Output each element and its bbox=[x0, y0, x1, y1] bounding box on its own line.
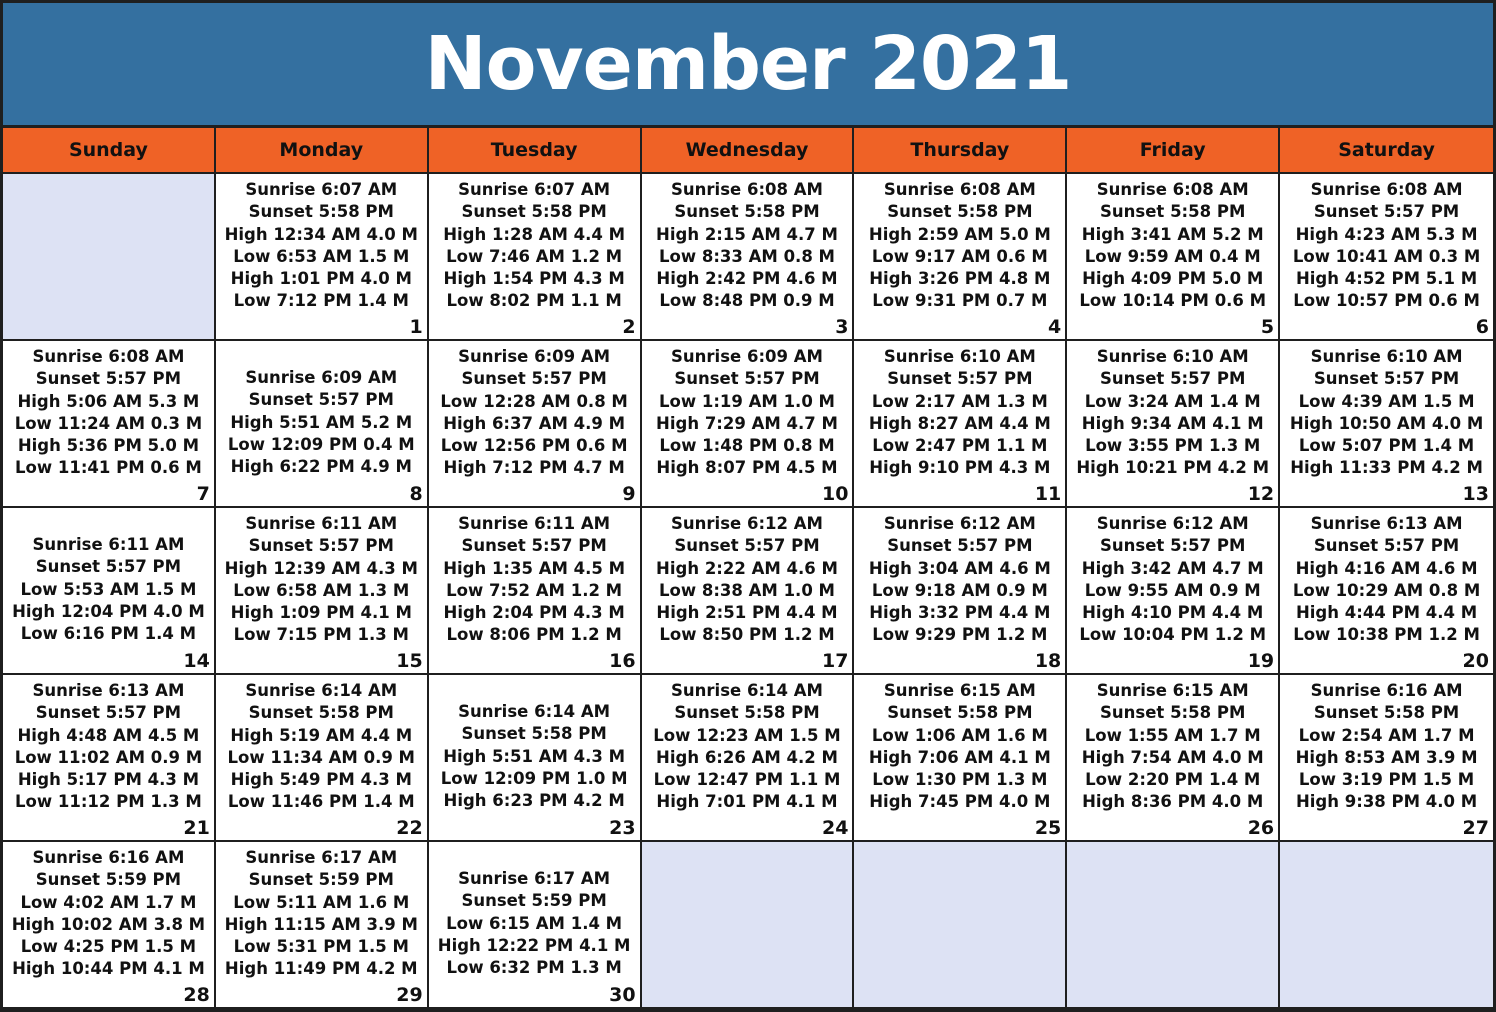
tide-line: High 5:51 AM 4.3 M bbox=[443, 746, 626, 766]
tide-line: High 6:22 PM 4.9 M bbox=[230, 457, 412, 477]
tide-line: Low 9:59 AM 0.4 M bbox=[1084, 246, 1261, 266]
tide-info bbox=[3, 534, 214, 645]
tide-info bbox=[854, 346, 1065, 480]
day-number: 26 bbox=[1247, 817, 1275, 839]
tide-line: Low 3:55 PM 1.3 M bbox=[1085, 436, 1261, 456]
tide-line: High 2:59 AM 5.0 M bbox=[868, 224, 1051, 244]
tide-line: High 1:28 AM 4.4 M bbox=[443, 224, 626, 244]
sunrise-line: Sunrise 6:09 AM bbox=[671, 347, 823, 366]
tide-line: High 2:04 PM 4.3 M bbox=[443, 603, 625, 623]
sunrise-line: Sunrise 6:11 AM bbox=[458, 514, 611, 533]
day-number: 6 bbox=[1475, 316, 1489, 338]
sunset-line: Sunset 5:57 PM bbox=[1313, 536, 1460, 556]
sunset-line: Sunset 5:58 PM bbox=[461, 724, 607, 744]
tide-line: High 7:54 AM 4.0 M bbox=[1081, 747, 1264, 767]
day-cell bbox=[642, 508, 855, 675]
tide-info bbox=[1067, 179, 1278, 313]
day-cell bbox=[642, 341, 855, 508]
day-number: 27 bbox=[1462, 817, 1489, 839]
sunrise-line: Sunrise 6:08 AM bbox=[32, 347, 185, 366]
tide-info bbox=[642, 179, 853, 313]
tide-line: High 8:36 PM 4.0 M bbox=[1082, 792, 1264, 812]
tide-line: High 1:09 PM 4.1 M bbox=[230, 603, 412, 623]
day-cell bbox=[1280, 675, 1493, 842]
sunrise-line: Sunrise 6:11 AM bbox=[245, 514, 398, 533]
day-cell bbox=[3, 508, 216, 675]
tide-line: High 6:23 PM 4.2 M bbox=[443, 791, 625, 811]
day-cell bbox=[854, 508, 1067, 675]
tide-line: Low 8:50 PM 1.2 M bbox=[659, 625, 835, 645]
tide-line: Low 2:54 AM 1.7 M bbox=[1298, 725, 1475, 745]
sunset-line: Sunset 5:59 PM bbox=[248, 870, 394, 890]
tide-info bbox=[216, 513, 427, 647]
day-number: 11 bbox=[1034, 483, 1062, 505]
tide-line: High 4:10 PM 4.4 M bbox=[1082, 603, 1264, 623]
sunrise-line: Sunrise 6:07 AM bbox=[245, 180, 398, 199]
empty-day-cell bbox=[3, 174, 216, 341]
sunset-line: Sunset 5:57 PM bbox=[674, 369, 820, 389]
sunrise-line: Sunrise 6:15 AM bbox=[883, 681, 1036, 700]
sunset-line: Sunset 5:58 PM bbox=[248, 703, 394, 723]
tide-line: Low 5:31 PM 1.5 M bbox=[233, 937, 409, 957]
sunset-line: Sunset 5:57 PM bbox=[248, 536, 394, 556]
sunrise-line: Sunrise 6:08 AM bbox=[671, 180, 823, 199]
sunrise-line: Sunrise 6:12 AM bbox=[1096, 514, 1249, 533]
tide-info bbox=[642, 513, 853, 647]
tide-line: High 4:48 AM 4.5 M bbox=[17, 725, 200, 745]
empty-day-cell bbox=[642, 842, 855, 1009]
tide-line: Low 9:29 PM 1.2 M bbox=[872, 625, 1048, 645]
tide-info bbox=[3, 847, 214, 981]
day-number: 15 bbox=[396, 650, 423, 672]
day-cell bbox=[3, 842, 216, 1009]
tide-info bbox=[1067, 513, 1278, 647]
tide-line: High 12:22 PM 4.1 M bbox=[437, 935, 631, 955]
sunset-line: Sunset 5:57 PM bbox=[674, 536, 820, 556]
tide-line: Low 12:47 PM 1.1 M bbox=[653, 770, 841, 790]
tide-line: High 11:33 PM 4.2 M bbox=[1290, 458, 1483, 478]
tide-info bbox=[854, 513, 1065, 647]
day-cell bbox=[642, 174, 855, 341]
day-cell bbox=[1067, 174, 1280, 341]
day-number: 12 bbox=[1247, 483, 1275, 505]
tide-line: High 9:38 PM 4.0 M bbox=[1295, 792, 1478, 812]
tide-line: High 11:15 AM 3.9 M bbox=[224, 914, 418, 934]
tide-line: High 8:27 AM 4.4 M bbox=[868, 413, 1051, 433]
tide-line: Low 1:30 PM 1.3 M bbox=[872, 770, 1048, 790]
day-number: 16 bbox=[609, 650, 636, 672]
tide-line: Low 8:06 PM 1.2 M bbox=[446, 625, 622, 645]
sunrise-line: Sunrise 6:08 AM bbox=[883, 180, 1036, 199]
tide-line: Low 1:19 AM 1.0 M bbox=[659, 391, 835, 411]
tide-info bbox=[1280, 346, 1493, 480]
day-number: 18 bbox=[1034, 650, 1062, 672]
day-cell bbox=[429, 174, 642, 341]
tide-info bbox=[216, 179, 427, 313]
tide-line: Low 10:57 PM 0.6 M bbox=[1293, 291, 1480, 311]
tide-line: High 8:53 AM 3.9 M bbox=[1295, 747, 1478, 767]
weekday-header-sunday: Sunday bbox=[3, 128, 216, 174]
sunset-line: Sunset 5:57 PM bbox=[887, 369, 1033, 389]
tide-line: High 3:42 AM 4.7 M bbox=[1081, 558, 1264, 578]
tide-line: Low 5:07 PM 1.4 M bbox=[1298, 436, 1475, 456]
tide-info bbox=[429, 513, 640, 647]
sunset-line: Sunset 5:58 PM bbox=[1100, 202, 1246, 222]
month-title: November 2021 bbox=[424, 21, 1072, 107]
sunset-line: Sunset 5:57 PM bbox=[1100, 536, 1246, 556]
sunset-line: Sunset 5:59 PM bbox=[461, 891, 607, 911]
tide-line: Low 6:15 AM 1.4 M bbox=[446, 913, 623, 933]
tide-line: Low 10:04 PM 1.2 M bbox=[1079, 625, 1267, 645]
tide-line: High 5:36 PM 5.0 M bbox=[17, 436, 200, 456]
tide-line: Low 12:56 PM 0.6 M bbox=[440, 436, 628, 456]
tide-line: High 2:15 AM 4.7 M bbox=[656, 224, 838, 244]
day-number: 1 bbox=[409, 316, 423, 338]
sunset-line: Sunset 5:57 PM bbox=[1313, 202, 1460, 222]
tide-info bbox=[429, 701, 640, 812]
tide-line: High 1:54 PM 4.3 M bbox=[443, 269, 625, 289]
tide-line: High 1:01 PM 4.0 M bbox=[230, 269, 412, 289]
day-number: 29 bbox=[396, 984, 423, 1006]
day-cell bbox=[3, 341, 216, 508]
sunset-line: Sunset 5:58 PM bbox=[887, 703, 1033, 723]
sunrise-line: Sunrise 6:15 AM bbox=[1096, 681, 1249, 700]
tide-info bbox=[642, 680, 853, 814]
day-cell bbox=[1067, 508, 1280, 675]
day-cell bbox=[429, 675, 642, 842]
sunset-line: Sunset 5:59 PM bbox=[35, 870, 182, 890]
day-cell bbox=[216, 842, 429, 1009]
tide-line: High 5:06 AM 5.3 M bbox=[17, 391, 200, 411]
tide-line: Low 9:17 AM 0.6 M bbox=[871, 246, 1048, 266]
day-number: 8 bbox=[409, 483, 423, 505]
day-cell bbox=[216, 341, 429, 508]
tide-line: Low 11:02 AM 0.9 M bbox=[14, 747, 203, 767]
tide-line: Low 8:38 AM 1.0 M bbox=[659, 580, 835, 600]
sunset-line: Sunset 5:58 PM bbox=[674, 703, 820, 723]
tide-line: Low 7:15 PM 1.3 M bbox=[233, 625, 409, 645]
day-number: 9 bbox=[622, 483, 636, 505]
tide-line: Low 12:23 AM 1.5 M bbox=[653, 725, 841, 745]
sunset-line: Sunset 5:57 PM bbox=[1100, 369, 1246, 389]
sunset-line: Sunset 5:58 PM bbox=[248, 202, 394, 222]
tide-info bbox=[429, 179, 640, 313]
tide-line: Low 7:46 AM 1.2 M bbox=[446, 246, 623, 266]
day-cell bbox=[429, 842, 642, 1009]
day-number: 25 bbox=[1034, 817, 1062, 839]
tide-line: High 10:50 AM 4.0 M bbox=[1289, 413, 1484, 433]
tide-line: Low 11:34 AM 0.9 M bbox=[227, 747, 415, 767]
tide-line: High 7:29 AM 4.7 M bbox=[656, 413, 838, 433]
sunrise-line: Sunrise 6:10 AM bbox=[1310, 347, 1463, 366]
day-cell bbox=[1067, 675, 1280, 842]
tide-line: Low 6:53 AM 1.5 M bbox=[233, 246, 410, 266]
tide-line: Low 9:18 AM 0.9 M bbox=[871, 580, 1048, 600]
weekday-header-thursday: Thursday bbox=[854, 128, 1067, 174]
tide-line: Low 9:31 PM 0.7 M bbox=[872, 291, 1048, 311]
tide-info bbox=[429, 346, 640, 480]
tide-info bbox=[1067, 346, 1278, 480]
sunrise-line: Sunrise 6:13 AM bbox=[32, 681, 185, 700]
tide-line: Low 4:39 AM 1.5 M bbox=[1298, 391, 1475, 411]
tide-line: High 5:17 PM 4.3 M bbox=[17, 770, 200, 790]
tide-info bbox=[3, 346, 214, 480]
tide-line: Low 1:06 AM 1.6 M bbox=[871, 725, 1048, 745]
tide-line: Low 9:55 AM 0.9 M bbox=[1084, 580, 1261, 600]
tide-line: Low 10:41 AM 0.3 M bbox=[1292, 246, 1481, 266]
weekday-header-tuesday: Tuesday bbox=[429, 128, 642, 174]
sunrise-line: Sunrise 6:16 AM bbox=[1310, 681, 1463, 700]
tide-line: High 6:26 AM 4.2 M bbox=[656, 747, 838, 767]
tide-line: Low 6:32 PM 1.3 M bbox=[446, 958, 622, 978]
tide-line: High 9:10 PM 4.3 M bbox=[869, 458, 1051, 478]
tide-line: High 10:44 PM 4.1 M bbox=[12, 959, 205, 979]
sunset-line: Sunset 5:57 PM bbox=[1313, 369, 1460, 389]
sunrise-line: Sunrise 6:12 AM bbox=[671, 514, 823, 533]
tide-line: Low 1:48 PM 0.8 M bbox=[659, 436, 835, 456]
tide-line: High 5:51 AM 5.2 M bbox=[230, 412, 413, 432]
weekday-header-friday: Friday bbox=[1067, 128, 1280, 174]
tide-info bbox=[429, 868, 640, 979]
tide-line: High 4:44 PM 4.4 M bbox=[1295, 603, 1478, 623]
weekday-header-monday: Monday bbox=[216, 128, 429, 174]
tide-line: High 10:02 AM 3.8 M bbox=[11, 914, 206, 934]
empty-day-cell bbox=[854, 842, 1067, 1009]
tide-info bbox=[216, 680, 427, 814]
day-cell bbox=[429, 508, 642, 675]
sunset-line: Sunset 5:58 PM bbox=[674, 202, 820, 222]
tide-line: Low 11:12 PM 1.3 M bbox=[15, 792, 202, 812]
day-cell bbox=[3, 675, 216, 842]
tide-line: Low 4:02 AM 1.7 M bbox=[20, 892, 197, 912]
tide-info bbox=[854, 680, 1065, 814]
sunset-line: Sunset 5:57 PM bbox=[461, 369, 607, 389]
tide-line: High 7:06 AM 4.1 M bbox=[868, 747, 1051, 767]
tide-line: Low 4:25 PM 1.5 M bbox=[20, 937, 197, 957]
sunset-line: Sunset 5:57 PM bbox=[887, 536, 1033, 556]
sunset-line: Sunset 5:57 PM bbox=[35, 557, 182, 577]
tide-line: High 5:49 PM 4.3 M bbox=[230, 770, 412, 790]
sunrise-line: Sunrise 6:17 AM bbox=[245, 848, 398, 867]
tide-line: Low 11:46 PM 1.4 M bbox=[227, 792, 415, 812]
tide-line: Low 10:29 AM 0.8 M bbox=[1292, 580, 1481, 600]
tide-line: High 2:51 PM 4.4 M bbox=[656, 603, 838, 623]
tide-line: High 1:35 AM 4.5 M bbox=[443, 558, 626, 578]
day-number: 24 bbox=[821, 817, 849, 839]
sunset-line: Sunset 5:58 PM bbox=[461, 202, 607, 222]
sunrise-line: Sunrise 6:07 AM bbox=[458, 180, 611, 199]
tide-line: Low 12:09 PM 1.0 M bbox=[440, 768, 628, 788]
empty-day-cell bbox=[1280, 842, 1493, 1009]
day-number: 5 bbox=[1260, 316, 1275, 338]
tide-line: High 6:37 AM 4.9 M bbox=[443, 413, 626, 433]
day-number: 3 bbox=[835, 316, 849, 338]
tide-line: High 4:16 AM 4.6 M bbox=[1295, 558, 1478, 578]
sunrise-line: Sunrise 6:11 AM bbox=[32, 535, 185, 554]
tide-line: Low 11:41 PM 0.6 M bbox=[15, 458, 202, 478]
tide-line: Low 5:53 AM 1.5 M bbox=[20, 579, 197, 599]
day-cell bbox=[216, 508, 429, 675]
sunset-line: Sunset 5:57 PM bbox=[461, 536, 607, 556]
day-number: 30 bbox=[609, 984, 636, 1006]
tide-line: High 12:04 PM 4.0 M bbox=[12, 601, 205, 621]
tide-line: Low 8:48 PM 0.9 M bbox=[659, 291, 835, 311]
tide-line: High 2:42 PM 4.6 M bbox=[656, 269, 838, 289]
calendar-grid bbox=[3, 128, 1493, 1009]
tide-line: Low 12:28 AM 0.8 M bbox=[440, 391, 628, 411]
tide-line: Low 11:24 AM 0.3 M bbox=[14, 413, 203, 433]
sunrise-line: Sunrise 6:13 AM bbox=[1310, 514, 1463, 533]
day-number: 13 bbox=[1462, 483, 1489, 505]
tide-info bbox=[216, 367, 427, 478]
day-number: 10 bbox=[821, 483, 849, 505]
tide-line: Low 6:58 AM 1.3 M bbox=[233, 580, 410, 600]
sunrise-line: Sunrise 6:09 AM bbox=[458, 347, 611, 366]
tide-line: High 7:12 PM 4.7 M bbox=[443, 458, 625, 478]
tide-line: High 3:41 AM 5.2 M bbox=[1081, 224, 1264, 244]
tide-line: High 10:21 PM 4.2 M bbox=[1076, 458, 1270, 478]
day-number: 7 bbox=[196, 483, 210, 505]
day-number: 19 bbox=[1247, 650, 1275, 672]
day-cell bbox=[1067, 341, 1280, 508]
tide-line: Low 7:12 PM 1.4 M bbox=[233, 291, 409, 311]
sunset-line: Sunset 5:57 PM bbox=[35, 369, 182, 389]
tide-line: High 3:32 PM 4.4 M bbox=[869, 603, 1051, 623]
day-number: 2 bbox=[622, 316, 636, 338]
day-number: 14 bbox=[183, 650, 210, 672]
tide-line: Low 10:14 PM 0.6 M bbox=[1079, 291, 1267, 311]
empty-day-cell bbox=[1067, 842, 1280, 1009]
sunrise-line: Sunrise 6:12 AM bbox=[883, 514, 1036, 533]
sunset-line: Sunset 5:57 PM bbox=[35, 703, 182, 723]
sunrise-line: Sunrise 6:17 AM bbox=[458, 869, 611, 888]
day-cell bbox=[429, 341, 642, 508]
day-cell bbox=[854, 675, 1067, 842]
weekday-header-wednesday: Wednesday bbox=[642, 128, 855, 174]
tide-line: Low 3:24 AM 1.4 M bbox=[1084, 391, 1261, 411]
tide-line: Low 6:16 PM 1.4 M bbox=[20, 624, 197, 644]
tide-line: Low 2:47 PM 1.1 M bbox=[872, 436, 1048, 456]
tide-line: High 4:23 AM 5.3 M bbox=[1295, 224, 1478, 244]
tide-line: High 12:39 AM 4.3 M bbox=[224, 558, 418, 578]
tide-line: Low 2:20 PM 1.4 M bbox=[1085, 770, 1261, 790]
sunset-line: Sunset 5:58 PM bbox=[1313, 703, 1460, 723]
sunset-line: Sunset 5:58 PM bbox=[1100, 703, 1246, 723]
tide-info bbox=[642, 346, 853, 480]
sunrise-line: Sunrise 6:10 AM bbox=[1096, 347, 1249, 366]
sunrise-line: Sunrise 6:08 AM bbox=[1310, 180, 1463, 199]
day-cell bbox=[854, 174, 1067, 341]
tide-line: Low 7:52 AM 1.2 M bbox=[446, 580, 623, 600]
day-number: 21 bbox=[183, 817, 210, 839]
tide-info bbox=[1067, 680, 1278, 814]
day-cell bbox=[642, 675, 855, 842]
tide-line: High 9:34 AM 4.1 M bbox=[1081, 413, 1264, 433]
tide-line: Low 1:55 AM 1.7 M bbox=[1084, 725, 1261, 745]
sunrise-line: Sunrise 6:16 AM bbox=[32, 848, 185, 867]
tide-line: Low 12:09 PM 0.4 M bbox=[227, 434, 415, 454]
day-number: 22 bbox=[396, 817, 423, 839]
weekday-header-saturday: Saturday bbox=[1280, 128, 1493, 174]
sunrise-line: Sunrise 6:08 AM bbox=[1096, 180, 1249, 199]
tide-line: Low 2:17 AM 1.3 M bbox=[871, 391, 1048, 411]
day-cell bbox=[216, 675, 429, 842]
day-cell bbox=[1280, 341, 1493, 508]
tide-line: High 3:04 AM 4.6 M bbox=[868, 558, 1051, 578]
sunrise-line: Sunrise 6:09 AM bbox=[245, 368, 398, 387]
sunset-line: Sunset 5:57 PM bbox=[248, 390, 394, 410]
sunrise-line: Sunrise 6:14 AM bbox=[245, 681, 398, 700]
day-cell bbox=[854, 341, 1067, 508]
tide-line: High 7:01 PM 4.1 M bbox=[656, 792, 838, 812]
tide-line: Low 3:19 PM 1.5 M bbox=[1298, 770, 1475, 790]
tide-info bbox=[1280, 179, 1493, 313]
tide-line: High 4:09 PM 5.0 M bbox=[1082, 269, 1264, 289]
tide-info bbox=[216, 847, 427, 981]
tide-line: High 3:26 PM 4.8 M bbox=[869, 269, 1051, 289]
tide-line: High 7:45 PM 4.0 M bbox=[869, 792, 1051, 812]
tide-line: High 4:52 PM 5.1 M bbox=[1295, 269, 1478, 289]
day-cell bbox=[216, 174, 429, 341]
tide-info bbox=[1280, 513, 1493, 647]
day-cell bbox=[1280, 174, 1493, 341]
day-cell bbox=[1280, 508, 1493, 675]
tide-line: Low 8:02 PM 1.1 M bbox=[446, 291, 622, 311]
sunrise-line: Sunrise 6:14 AM bbox=[671, 681, 823, 700]
tide-line: High 12:34 AM 4.0 M bbox=[224, 224, 418, 244]
day-number: 4 bbox=[1048, 316, 1062, 338]
day-number: 20 bbox=[1462, 650, 1489, 672]
sunrise-line: Sunrise 6:14 AM bbox=[458, 702, 611, 721]
tide-line: High 2:22 AM 4.6 M bbox=[656, 558, 838, 578]
month-title-bar bbox=[3, 3, 1493, 128]
day-number: 28 bbox=[183, 984, 210, 1006]
tide-line: Low 5:11 AM 1.6 M bbox=[233, 892, 410, 912]
sunrise-line: Sunrise 6:10 AM bbox=[883, 347, 1036, 366]
day-number: 17 bbox=[821, 650, 849, 672]
tide-info bbox=[854, 179, 1065, 313]
sunset-line: Sunset 5:58 PM bbox=[887, 202, 1033, 222]
tide-info bbox=[3, 680, 214, 814]
tide-line: High 11:49 PM 4.2 M bbox=[224, 959, 418, 979]
tide-info bbox=[1280, 680, 1493, 814]
tide-line: High 8:07 PM 4.5 M bbox=[656, 458, 838, 478]
tide-line: Low 10:38 PM 1.2 M bbox=[1293, 625, 1480, 645]
tide-line: Low 8:33 AM 0.8 M bbox=[659, 246, 835, 266]
tide-line: High 5:19 AM 4.4 M bbox=[230, 725, 413, 745]
day-number: 23 bbox=[609, 817, 636, 839]
